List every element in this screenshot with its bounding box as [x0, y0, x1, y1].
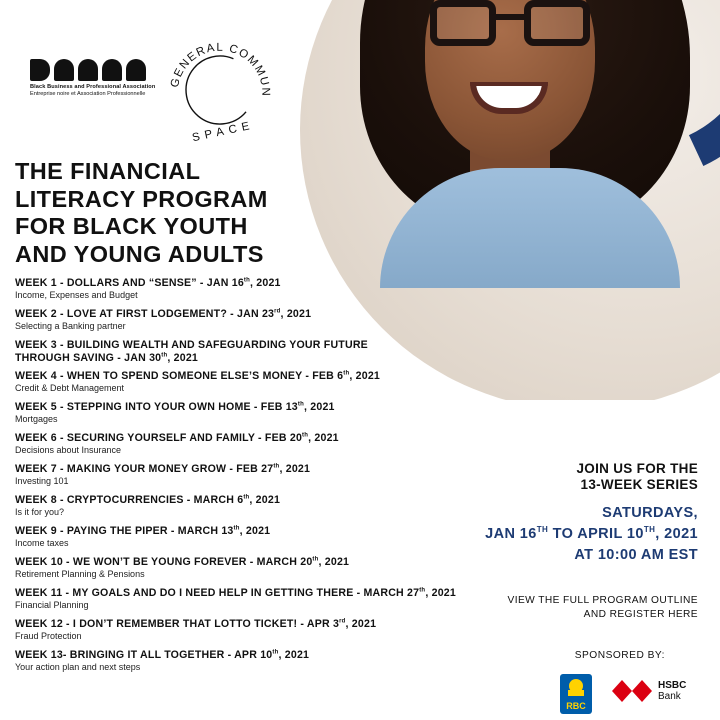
register-link[interactable]	[508, 594, 698, 621]
week-heading: WEEK 13- BRINGING IT ALL TOGETHER - APR 10th, 2021	[15, 649, 310, 661]
gcs-arc-text: GENERAL COMMUN	[168, 41, 272, 98]
week-item	[15, 401, 495, 424]
gcs-logo-graphic	[158, 26, 278, 146]
week-subtitle: Investing 101	[15, 475, 69, 486]
week-item	[15, 308, 495, 331]
week-heading: WEEK 11 - MY GOALS AND DO I NEED HELP IN GETTING THERE - MARCH 27th, 2021	[15, 587, 456, 599]
weeks-list	[15, 277, 495, 680]
schedule-dates	[485, 503, 698, 566]
join-line-2: 13-WEEK SERIES	[580, 477, 698, 492]
week-subtitle: Is it for you?	[15, 506, 65, 517]
register-line-1[interactable]: VIEW THE FULL PROGRAM OUTLINE	[507, 595, 698, 606]
week-heading: WEEK 6 - SECURING YOURSELF AND FAMILY - FEB 20th, 2021	[15, 432, 339, 444]
svg-text:GENERAL COMMUNITY	[158, 26, 271, 97]
week-subtitle: Selecting a Banking partner	[15, 320, 126, 331]
week-item	[15, 463, 495, 486]
week-heading: WEEK 1 - DOLLARS AND “SENSE” - JAN 16th, 2021	[15, 277, 281, 289]
join-heading	[576, 461, 698, 493]
rbc-text: RBC	[566, 701, 586, 711]
rbc-logo-icon	[560, 674, 592, 714]
week-item	[15, 649, 495, 672]
program-title	[15, 158, 315, 268]
bbpa-name-fr: Entreprise noire et Association Professionnelle	[30, 91, 146, 97]
week-subtitle: Financial Planning	[15, 599, 89, 610]
week-heading: WEEK 4 - WHEN TO SPEND SOMEONE ELSE’S MONEY - FEB 6th, 2021	[15, 370, 380, 382]
gcs-logo	[158, 26, 278, 146]
week-item	[15, 432, 495, 455]
title-line: FOR BLACK YOUTH	[15, 213, 248, 239]
hsbc-bank: Bank	[658, 691, 681, 702]
week-subtitle: Credit & Debt Management	[15, 382, 125, 393]
title-line: AND YOUNG ADULTS	[15, 240, 264, 267]
week-subtitle: Your action plan and next steps	[15, 661, 141, 672]
week-subtitle: Fraud Protection	[15, 630, 82, 641]
week-item	[15, 277, 495, 300]
dates-line-3: AT 10:00 AM EST	[574, 547, 698, 563]
dates-line-2: JAN 16TH TO APRIL 10TH, 2021	[485, 525, 698, 542]
week-item	[15, 556, 495, 579]
bbpa-logo-mark	[30, 55, 170, 81]
week-heading: WEEK 2 - LOVE AT FIRST LODGEMENT? - JAN 23rd, 2021	[15, 308, 312, 320]
week-item	[15, 494, 495, 517]
week-subtitle: Retirement Planning & Pensions	[15, 568, 145, 579]
hsbc-text	[658, 680, 686, 702]
gcs-space-text: SPACE	[191, 119, 256, 145]
week-subtitle: Mortgages	[15, 413, 58, 424]
rbc-logo	[560, 674, 592, 714]
week-heading: WEEK 10 - WE WON’T BE YOUNG FOREVER - MARCH 20th, 2021	[15, 556, 350, 568]
week-subtitle: Income, Expenses and Budget	[15, 289, 138, 300]
title-line: THE FINANCIAL	[15, 158, 201, 184]
week-item	[15, 618, 495, 641]
week-heading: WEEK 9 - PAYING THE PIPER - MARCH 13th, 2021	[15, 525, 271, 537]
week-heading: WEEK 12 - I DON’T REMEMBER THAT LOTTO TICKET! - APR 3rd, 2021	[15, 618, 377, 630]
week-heading: WEEK 7 - MAKING YOUR MONEY GROW - FEB 27th, 2021	[15, 463, 311, 475]
bbpa-name-en: Black Business and Professional Association	[30, 84, 156, 90]
join-line-1: JOIN US FOR THE	[576, 461, 698, 476]
dates-line-1: SATURDAYS,	[602, 505, 698, 521]
bbpa-logo	[30, 55, 170, 97]
week-item	[15, 587, 495, 610]
hsbc-name: HSBC	[658, 680, 687, 691]
register-line-2[interactable]: AND REGISTER HERE	[583, 608, 698, 620]
week-heading: WEEK 5 - STEPPING INTO YOUR OWN HOME - FEB 13th, 2021	[15, 401, 335, 413]
sponsored-by-label: SPONSORED BY:	[574, 650, 665, 661]
week-subtitle: Income taxes	[15, 537, 69, 548]
week-item	[15, 339, 495, 364]
week-heading: WEEK 8 - CRYPTOCURRENCIES - MARCH 6th, 2021	[15, 494, 281, 506]
week-item	[15, 370, 495, 393]
hsbc-logo	[612, 680, 686, 702]
week-heading: WEEK 3 - BUILDING WEALTH AND SAFEGUARDING YOUR FUTURE THROUGH SAVING - JAN 30th, 2021	[15, 339, 368, 364]
title-line: LITERACY PROGRAM	[15, 185, 268, 212]
hsbc-hexagon-icon	[612, 680, 652, 702]
week-subtitle: Decisions about Insurance	[15, 444, 122, 455]
week-item	[15, 525, 495, 548]
